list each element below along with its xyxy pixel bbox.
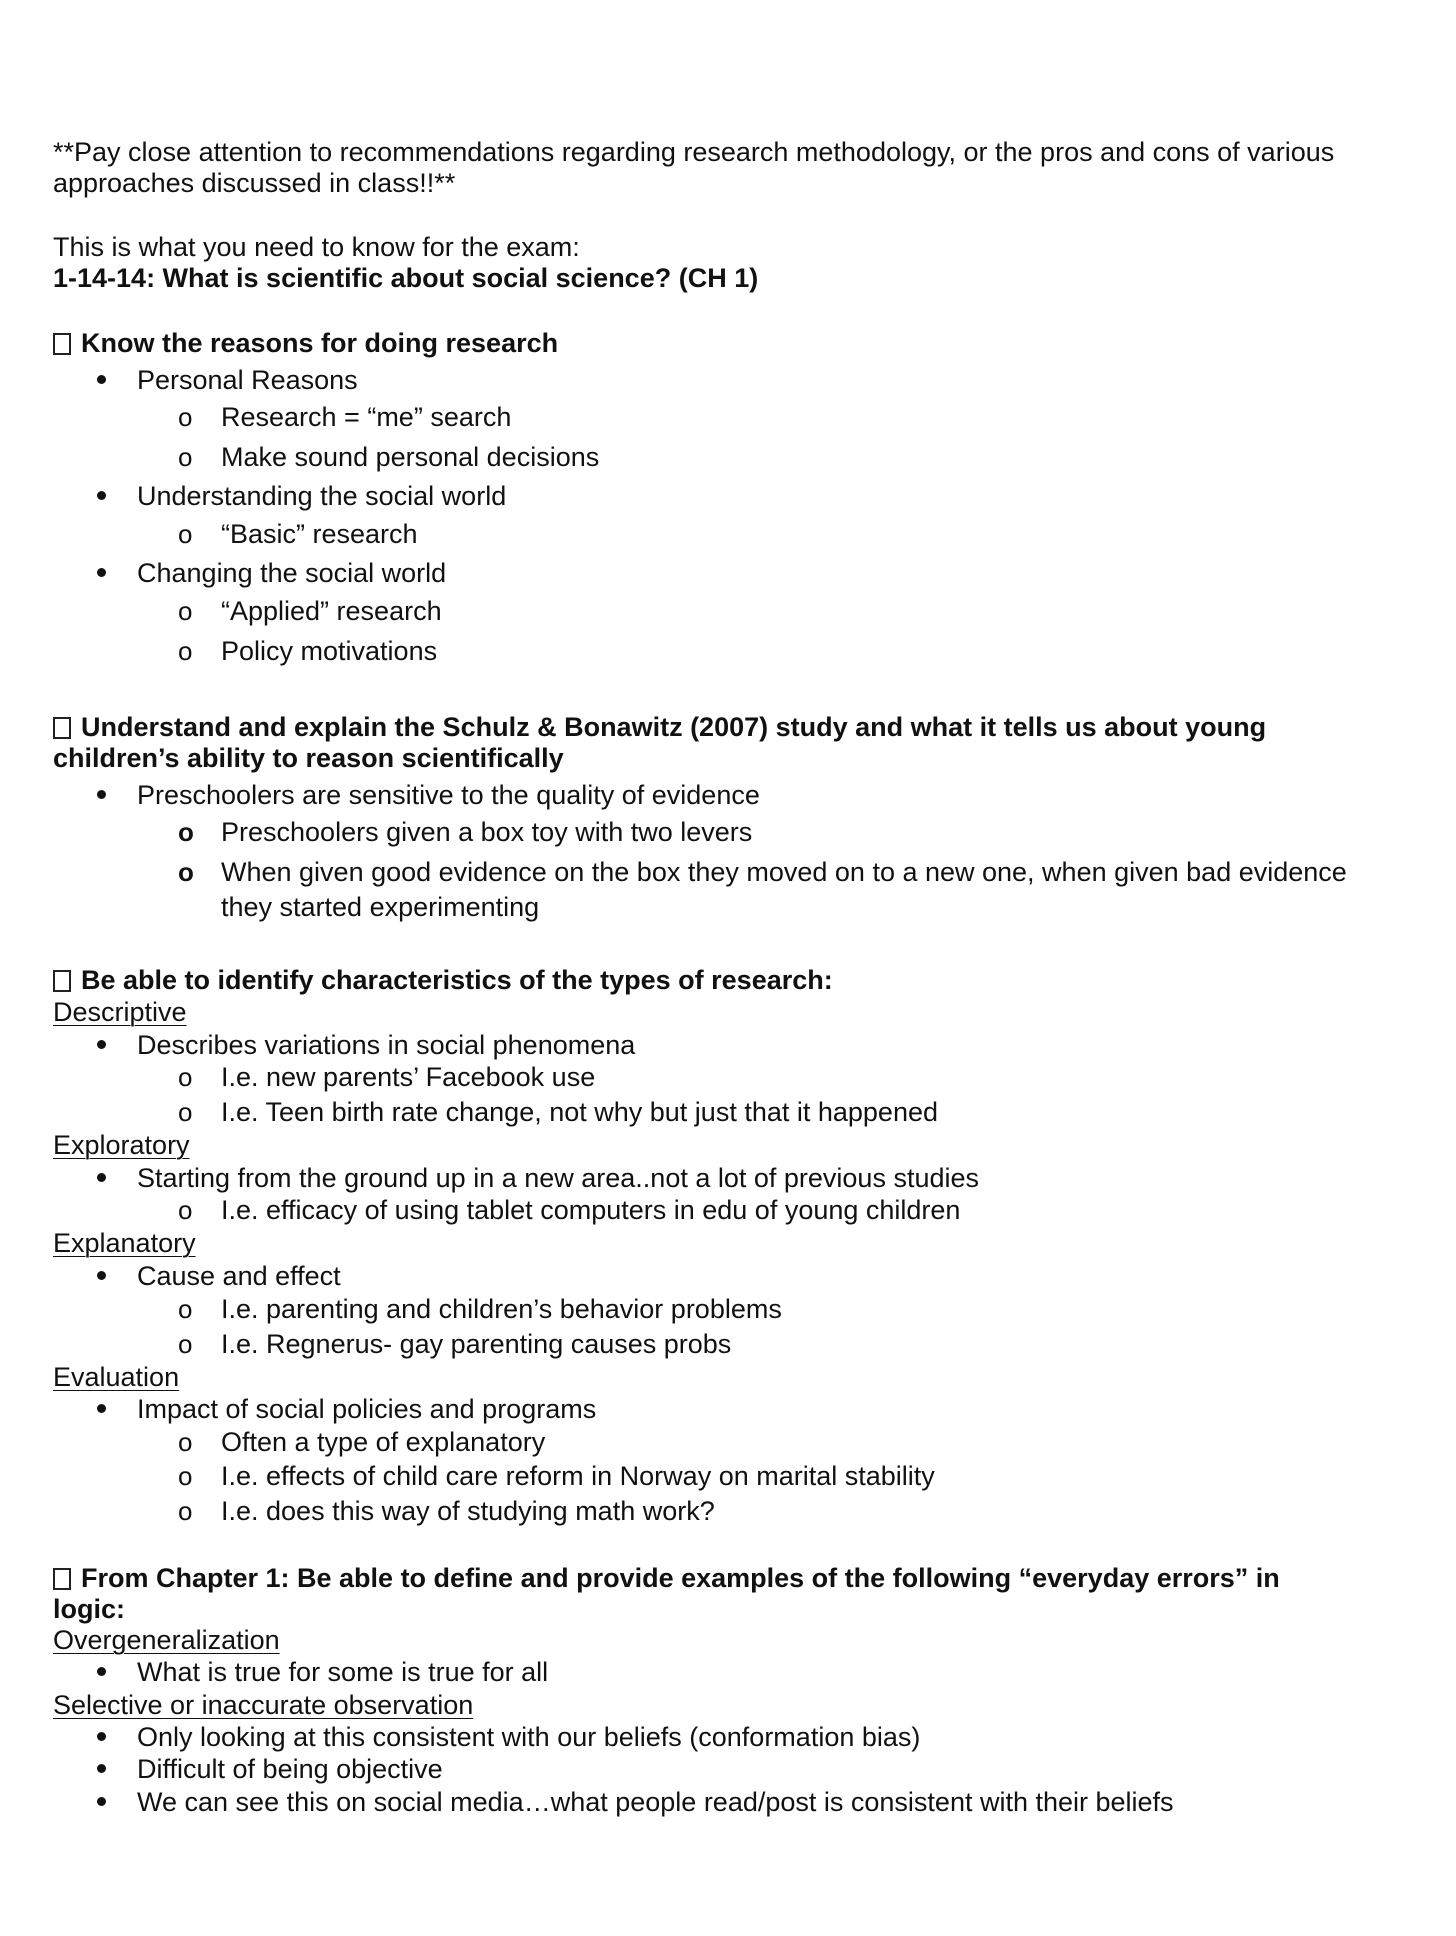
notice-line-2: approaches discussed in class!!** bbox=[53, 168, 456, 198]
list-item: Impact of social policies and programs bbox=[137, 1394, 597, 1424]
list-item: I.e. new parents’ Facebook use bbox=[221, 1062, 596, 1092]
list-item: We can see this on social media…what people read/post is consistent with their beliefs bbox=[137, 1787, 1174, 1817]
sub-bullet-icon: o bbox=[178, 519, 193, 549]
bullet-icon bbox=[97, 1732, 106, 1741]
bullet-icon bbox=[97, 568, 106, 577]
list-item: Only looking at this consistent with our beliefs (conformation bias) bbox=[137, 1722, 921, 1752]
intro-text: This is what you need to know for the exam: bbox=[53, 232, 580, 262]
checkbox-icon bbox=[53, 717, 71, 739]
sub-bullet-icon: o bbox=[178, 402, 193, 432]
list-item: Preschoolers given a box toy with two levers bbox=[221, 817, 753, 847]
list-item: Preschoolers are sensitive to the quality of evidence bbox=[137, 780, 760, 810]
list-item: “Applied” research bbox=[221, 596, 442, 626]
notice-line-1: **Pay close attention to recommendations regarding research methodology, or the pros and cons of various bbox=[53, 137, 1335, 167]
list-item: Describes variations in social phenomena bbox=[137, 1030, 636, 1060]
list-item-continued: they started experimenting bbox=[221, 892, 540, 922]
list-item: Difficult of being objective bbox=[137, 1754, 443, 1784]
bullet-icon bbox=[97, 1040, 106, 1049]
list-item: When given good evidence on the box they moved on to a new one, when given bad evidence bbox=[221, 857, 1347, 887]
list-item: I.e. efficacy of using tablet computers in edu of young children bbox=[221, 1195, 961, 1225]
category-exploratory: Exploratory bbox=[53, 1130, 190, 1160]
list-item: What is true for some is true for all bbox=[137, 1657, 549, 1687]
bullet-icon bbox=[97, 1797, 106, 1806]
category-explanatory: Explanatory bbox=[53, 1228, 196, 1258]
sub-bullet-icon: o bbox=[178, 1195, 193, 1225]
bullet-icon bbox=[97, 1404, 106, 1413]
sub-bullet-icon: o bbox=[178, 1097, 193, 1127]
list-item: “Basic” research bbox=[221, 519, 418, 549]
list-item: I.e. Regnerus- gay parenting causes probs bbox=[221, 1329, 732, 1359]
category-descriptive: Descriptive bbox=[53, 997, 187, 1027]
s4-title-line-2: logic: bbox=[53, 1594, 125, 1624]
sub-bullet-icon: o bbox=[178, 817, 194, 847]
s2-title-line-2: children’s ability to reason scientifically bbox=[53, 743, 564, 773]
sub-bullet-icon: o bbox=[178, 1427, 193, 1457]
sub-bullet-icon: o bbox=[178, 1461, 193, 1491]
list-item: Research = “me” search bbox=[221, 402, 512, 432]
bullet-icon bbox=[97, 1667, 106, 1676]
category-evaluation: Evaluation bbox=[53, 1362, 180, 1392]
sub-bullet-icon: o bbox=[178, 857, 194, 887]
section-heading: 1-14-14: What is scientific about social science? (CH 1) bbox=[53, 263, 759, 293]
s2-title-line-1: Understand and explain the Schulz & Bonawitz (2007) study and what it tells us about young bbox=[53, 711, 1266, 743]
sub-bullet-icon: o bbox=[178, 1294, 193, 1324]
list-item: Policy motivations bbox=[221, 636, 438, 666]
bullet-icon bbox=[97, 1764, 106, 1773]
checkbox-icon bbox=[53, 1568, 71, 1590]
list-item: Make sound personal decisions bbox=[221, 442, 600, 472]
sub-bullet-icon: o bbox=[178, 1329, 193, 1359]
checkbox-icon bbox=[53, 333, 71, 355]
list-item: I.e. effects of child care reform in Norway on marital stability bbox=[221, 1461, 935, 1491]
sub-bullet-icon: o bbox=[178, 1062, 193, 1092]
category-overgeneralization: Overgeneralization bbox=[53, 1625, 280, 1655]
list-item: Changing the social world bbox=[137, 558, 447, 588]
list-item: I.e. Teen birth rate change, not why but just that it happened bbox=[221, 1097, 938, 1127]
bullet-icon bbox=[97, 1173, 106, 1182]
list-item: Understanding the social world bbox=[137, 481, 507, 511]
s1-title: Know the reasons for doing research bbox=[53, 327, 558, 359]
list-item: I.e. does this way of studying math work? bbox=[221, 1496, 715, 1526]
s4-title-line-1: From Chapter 1: Be able to define and provide examples of the following “everyday errors” in bbox=[53, 1562, 1280, 1594]
sub-bullet-icon: o bbox=[178, 636, 193, 666]
checkbox-icon bbox=[53, 970, 71, 992]
list-item: Often a type of explanatory bbox=[221, 1427, 546, 1457]
bullet-icon bbox=[97, 375, 106, 384]
sub-bullet-icon: o bbox=[178, 1496, 193, 1526]
list-item: Cause and effect bbox=[137, 1261, 341, 1291]
s3-title: Be able to identify characteristics of the types of research: bbox=[53, 964, 833, 996]
bullet-icon bbox=[97, 1271, 106, 1280]
list-item: Starting from the ground up in a new area..not a lot of previous studies bbox=[137, 1163, 979, 1193]
sub-bullet-icon: o bbox=[178, 596, 193, 626]
category-selective-observation: Selective or inaccurate observation bbox=[53, 1690, 474, 1720]
bullet-icon bbox=[97, 790, 106, 799]
sub-bullet-icon: o bbox=[178, 442, 193, 472]
list-item: Personal Reasons bbox=[137, 365, 358, 395]
bullet-icon bbox=[97, 491, 106, 500]
list-item: I.e. parenting and children’s behavior problems bbox=[221, 1294, 782, 1324]
